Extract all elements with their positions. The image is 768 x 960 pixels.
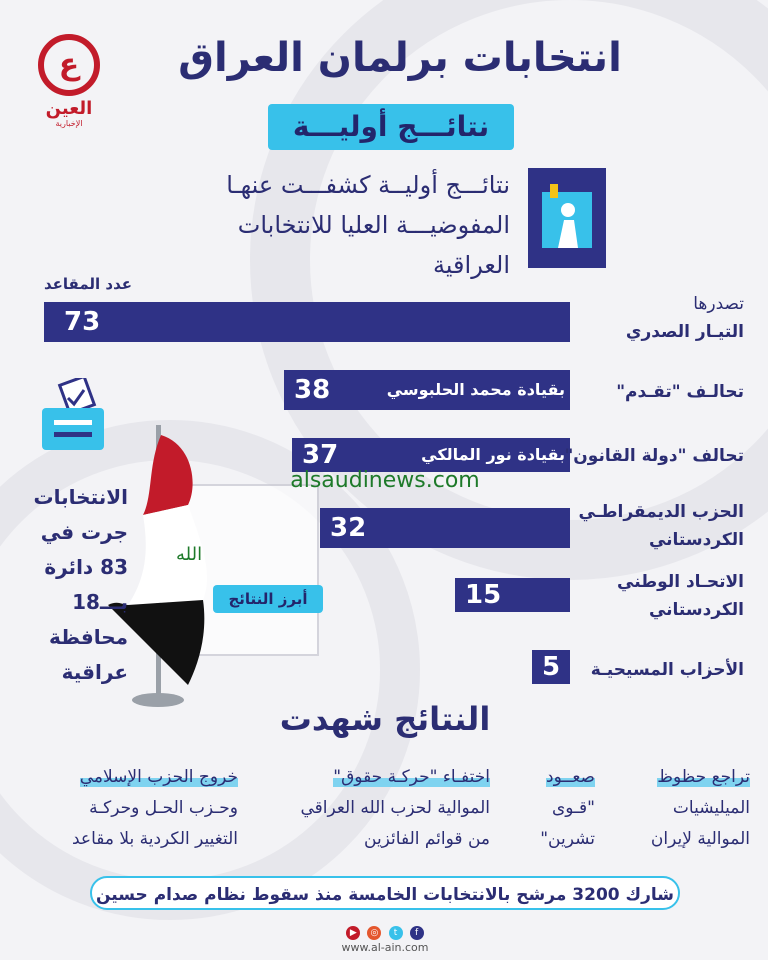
bar-leader-label: بقيادة محمد الحلبوسي [386, 380, 565, 399]
bar-value-label: 15 [465, 580, 502, 610]
party-label: الأحزاب المسيحيـة [590, 660, 744, 680]
party-label: الاتحـاد الوطني الكردستاني [617, 572, 744, 620]
election-info: الانتخابات جرت في 83 دائرة بـــ18 محافظة عراقية [33, 485, 128, 684]
intro-line: المفوضيـــة العليا للانتخابات [237, 211, 510, 239]
brand-mark-icon: ع [38, 34, 100, 96]
bar-value-label: 38 [294, 375, 331, 405]
commission-logo-icon [528, 168, 606, 268]
brand-name: العين [45, 98, 93, 119]
site-url[interactable]: www.al-ain.com [341, 941, 429, 954]
party-label: الحزب الديمقراطـي الكردستاني [578, 502, 744, 550]
youtube-icon[interactable]: ▶ [346, 926, 360, 940]
bar-leader-label: بقيادة نور المالكي [421, 445, 565, 464]
twitter-icon[interactable]: t [389, 926, 403, 940]
party-label: تحالف "دولة القانون" [564, 446, 744, 466]
instagram-icon[interactable]: ◎ [367, 926, 381, 940]
result-item: خروج الحزب الإسلامي وحـزب الحـل وحركـة التغيير الكردية بلا مقاعد [72, 767, 238, 849]
svg-text:الله: الله [176, 544, 203, 565]
candidates-note: شارك 3200 مرشح بالانتخابات الخامسة منذ سقوط نظام صدام حسين [90, 876, 680, 910]
bar [44, 302, 570, 342]
brand-logo [34, 34, 104, 128]
bar-value-label: 73 [64, 307, 101, 337]
seats-axis-label: عدد المقاعد [44, 275, 133, 293]
results-title: النتائج شهدت [279, 700, 491, 738]
bar-value-label: 32 [330, 513, 367, 543]
subtitle-badge: نتائـــج أوليـــة [268, 104, 514, 150]
footer [300, 922, 470, 954]
watermark: alsaudinews.com [290, 468, 480, 493]
result-item: صعــود "قـوى تشرين" [540, 767, 595, 849]
bar-value-label: 37 [302, 440, 339, 470]
page-title: انتخابات برلمان العراق [178, 35, 622, 81]
intro-line: نتائـــج أوليــة كشفـــت عنهـا [226, 171, 510, 199]
facebook-icon[interactable]: f [410, 926, 424, 940]
result-item: تراجع حظوظ الميليشيات الموالية لإيران [650, 767, 750, 849]
intro-line: العراقية [432, 251, 510, 279]
intro-text [150, 165, 510, 285]
party-label: تصدرها التيـار الصدري [625, 294, 744, 342]
bar-value-label: 5 [542, 652, 561, 682]
result-item: اختفـاء "حركـة حقوق" الموالية لحزب الله العراقي من قوائم الفائزين [300, 767, 490, 849]
brand-sub: الإخبارية [55, 119, 83, 128]
highlights-tag: أبرز النتائج [213, 585, 323, 613]
party-label: تحالـف "تقـدم" [616, 382, 744, 402]
